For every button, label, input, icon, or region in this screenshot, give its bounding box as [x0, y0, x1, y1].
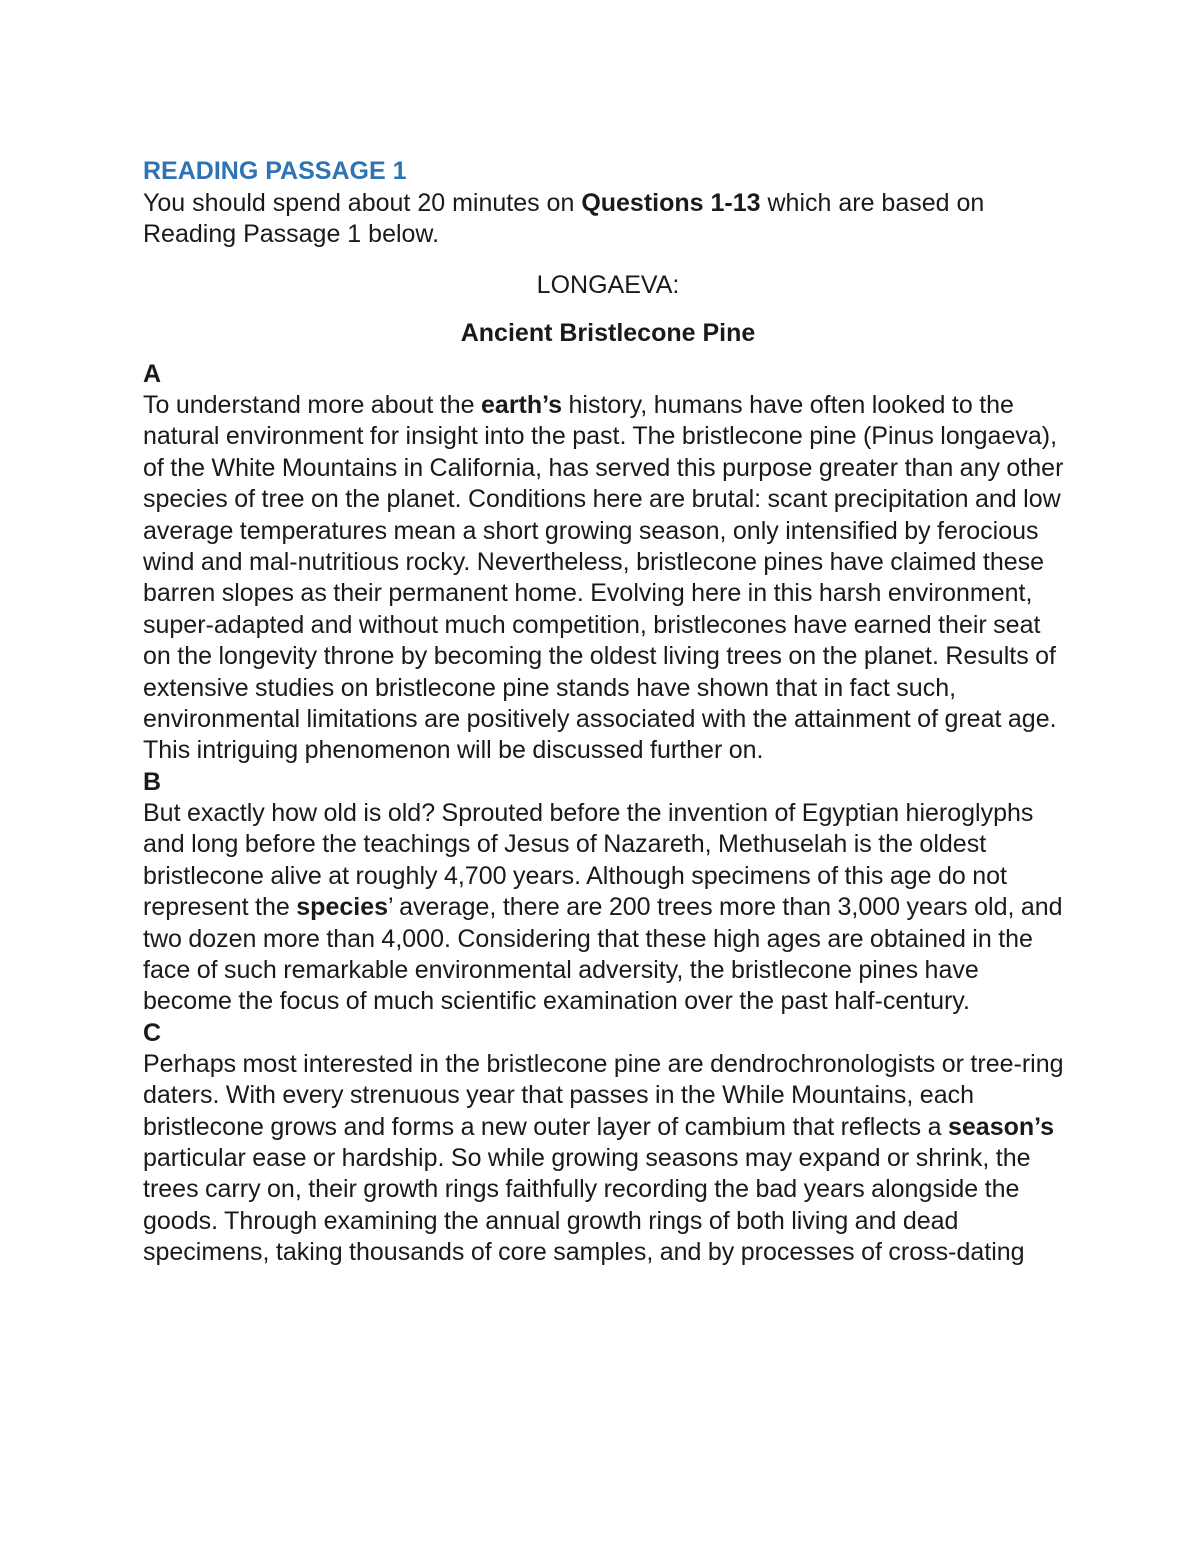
paragraph-c-bold-segment: season’s — [947, 1112, 1055, 1141]
paragraph-letter-c: C — [143, 1018, 162, 1047]
intro-text-before: You should spend about 20 minutes on — [143, 189, 582, 217]
paragraph-a-segment: history, humans have often looked to the natural environment for insight into the past. The bristlecone pine (Pinus longaeva), of the White Mountains in California, has served this purpose greater than any other species of tree on the planet. Conditions here are brutal: scant precipitation and low average temperatures mean a short growing season, only intensified by ferocious wind and mal-nutritious rocky. Nevertheless, bristlecone pines have claimed these barren slopes as their permanent home. Evolving here in this harsh environment, super-adapted and without much competition, bristlecones have earned their seat on the longevity throne by becoming the oldest living trees on the planet. Results of extensive studies on bristlecone pine stands have shown that in fact such, environmental limitations are positively associated with the attainment of great age. This intriguing phenomenon will be discussed further on. — [143, 391, 1064, 765]
paragraph-c-segment: Perhaps most interested in the bristlecone pine are dendrochronologists or tree-ring daters. With every strenuous year that passes in the While Mountains, each bristlecone grows and forms a new outer layer of cambium that reflects a — [143, 1049, 1064, 1141]
document-page — [143, 156, 1073, 1269]
passage-subtitle: Ancient Bristlecone Pine — [460, 319, 756, 347]
intro-questions-range: Questions 1-13 — [581, 189, 761, 217]
intro-instructions — [143, 188, 1073, 250]
paragraph-c-segment: particular ease or hardship. So while growing seasons may expand or shrink, the trees carry on, their growth rings faithfully recording the bad years alongside the goods. Through examining the annual growth rings of both living and dead specimens, taking thousands of core samples, and by processes of cross-dating — [143, 1143, 1031, 1267]
paragraph-c-text — [143, 1049, 1073, 1269]
paragraph-b-segment: ’ average, there are 200 trees more than 3,000 years old, and two dozen more than 4,000. Considering that these high ages are obtained in the face of such remarkable environmental adversity, the bristlecone pines have become the focus of much scientific examination over the past half-century. — [143, 893, 1063, 1016]
paragraph-a-segment: To understand more about the — [143, 391, 482, 419]
paragraph-b-bold-segment: species — [296, 893, 389, 922]
section-heading: READING PASSAGE 1 — [143, 157, 407, 185]
paragraph-b-segment: But exactly how old is old? Sprouted before the invention of Egyptian hieroglyphs and long before the teachings of Jesus of Nazareth, Methuselah is the oldest bristlecone alive at roughly 4,700 years. Although specimens of this age do not represent the — [143, 798, 1034, 922]
paragraph-b-text — [143, 798, 1073, 1018]
paragraph-letter-a: A — [143, 360, 162, 388]
intro-text-after: which are based on Reading Passage 1 below. — [143, 189, 985, 248]
paragraph-letter-b: B — [143, 767, 162, 796]
passage-title: LONGAEVA: — [536, 271, 680, 299]
paragraph-a-bold-segment: earth’s — [481, 391, 563, 419]
paragraph-a-text — [143, 390, 1073, 767]
